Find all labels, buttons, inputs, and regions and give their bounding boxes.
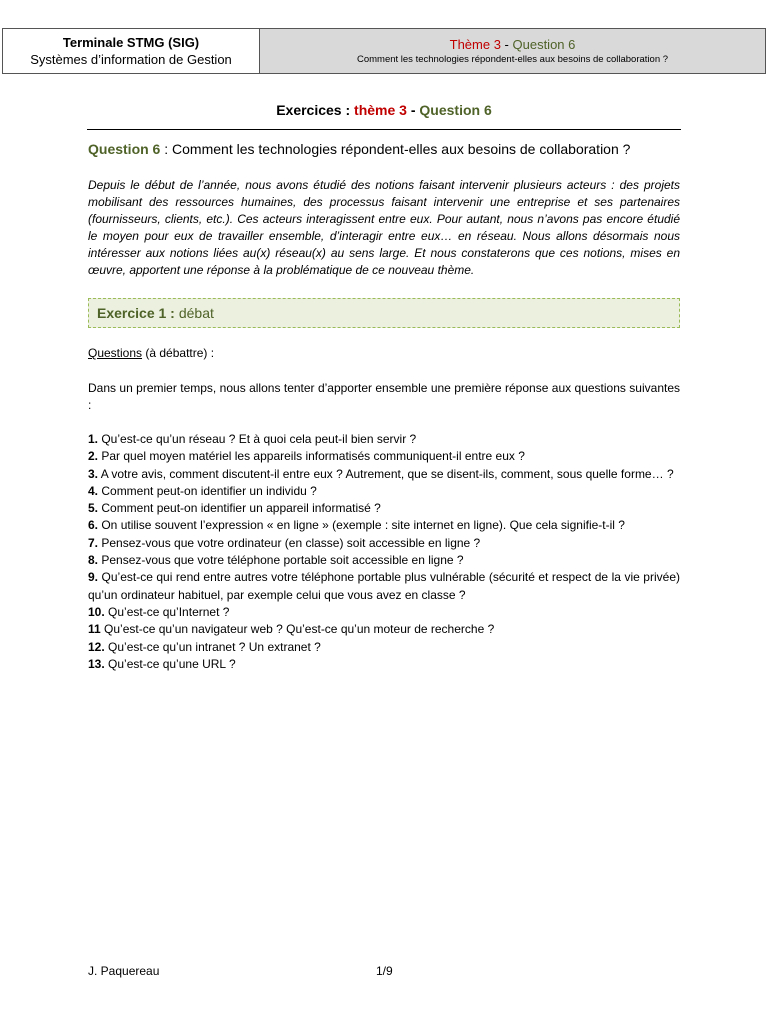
question-item-text: Qu’est-ce qu’un réseau ? Et à quoi cela peut-il bien servir ? — [98, 432, 417, 446]
question-item — [88, 500, 680, 517]
question-number: 9. — [88, 570, 99, 585]
question-colon: : — [160, 141, 173, 157]
question-number: 5. — [88, 501, 99, 516]
header-theme-line — [260, 36, 765, 53]
question-item — [88, 483, 680, 500]
question-item — [88, 431, 680, 448]
question-item-text: Qu’est-ce qu’un intranet ? Un extranet ? — [104, 639, 321, 654]
questions-heading-rest: (à débattre) : — [142, 346, 215, 360]
title-question: Question 6 — [419, 102, 492, 118]
question-number: 12. — [88, 639, 105, 654]
question-item — [88, 448, 680, 465]
page-title — [0, 102, 768, 118]
lead-paragraph: Dans un premier temps, nous allons tenter d’apporter ensemble une première réponse aux questions suivantes : — [88, 381, 680, 412]
question-number: 7. — [88, 535, 99, 550]
exercise-label: Exercice 1 : — [97, 305, 175, 321]
question-number: 1. — [88, 432, 99, 446]
header-question-label: Question 6 — [512, 37, 576, 52]
question-item — [88, 517, 680, 534]
question-item — [88, 656, 680, 673]
title-theme: thème 3 — [354, 102, 407, 118]
question-list — [88, 431, 680, 673]
header-theme-label: Thème 3 — [449, 37, 501, 52]
intro-paragraph: Depuis le début de l’année, nous avons étudié des notions faisant intervenir plusieurs acteurs : des projets mobilisant des ressources humaines, des processus faisant intervenir une entreprise et ses partenaires (fournisseurs, clients, etc.). Ces acteurs interagissent entre eux. Pour autant, nous n’avons pas encore étudié le moyen pour eux de travailler ensemble, d’interagir entre eux… en réseau. Nous allons désormais nous intéresser aux notions liées au(x) réseau(x) au sens large. Et nous constaterons que ces notions, mises en œuvre, apportent une réponse à la problématique de ce nouveau thème. — [88, 178, 680, 277]
question-item-text: Qu’est-ce qu’une URL ? — [104, 656, 236, 671]
question-number: 8. — [88, 553, 99, 568]
header-course-cell — [3, 29, 260, 73]
questions-heading — [88, 345, 214, 362]
question-item — [88, 535, 680, 552]
question-item — [88, 569, 680, 604]
question-item-text: Qu’est-ce qu’un navigateur web ? Qu’est-ce qu’un moteur de recherche ? — [100, 622, 495, 637]
question-item-text: Comment peut-on identifier un individu ? — [98, 483, 317, 498]
question-item-text: Pensez-vous que votre téléphone portable soit accessible en ligne ? — [98, 553, 464, 568]
exercise-heading-box — [88, 298, 680, 328]
question-item — [88, 621, 680, 638]
header-separator: - — [500, 37, 513, 52]
question-number: 10. — [88, 604, 105, 619]
question-item-text: Qu’est-ce qu’Internet ? — [104, 604, 230, 619]
question-item-text: A votre avis, comment discutent-il entre eux ? Autrement, que se disent-ils, comment, sous quelle forme… ? — [98, 466, 674, 481]
exercise-name: débat — [178, 305, 214, 321]
question-item-text: Comment peut-on identifier un appareil informatisé ? — [98, 501, 381, 516]
questions-heading-underlined: Questions — [88, 346, 143, 360]
question-item-text: Par quel moyen matériel les appareils informatisés communiquent-il entre eux ? — [98, 449, 525, 464]
header-subject: Systèmes d’information de Gestion — [30, 52, 232, 67]
question-heading — [88, 141, 688, 157]
question-item — [88, 552, 680, 569]
footer-author: J. Paquereau — [88, 964, 160, 978]
question-item — [88, 466, 680, 483]
question-text: Comment les technologies répondent-elles aux besoins de collaboration ? — [172, 141, 631, 157]
question-label: Question 6 — [88, 141, 161, 157]
title-prefix: Exercices : — [276, 102, 355, 118]
question-item — [88, 639, 680, 656]
title-divider — [87, 129, 681, 130]
question-number: 4. — [88, 483, 99, 498]
document-header — [2, 28, 766, 74]
question-item-text: Pensez-vous que votre ordinateur (en classe) soit accessible en ligne ? — [98, 535, 481, 550]
title-separator: - — [406, 102, 420, 118]
question-number: 13. — [88, 656, 105, 671]
question-item-text: On utilise souvent l’expression « en ligne » (exemple : site internet en ligne). Que cela signifie-t-il ? — [98, 518, 625, 533]
question-number: 11 — [88, 622, 101, 637]
question-number: 2. — [88, 449, 99, 464]
question-number: 3. — [88, 466, 99, 481]
question-item-text: Qu’est-ce qui rend entre autres votre téléphone portable plus vulnérable (sécurité et respect de la vie privée) qu’un ordinateur habituel, par exemple celui que vous avez en classe ? — [88, 570, 680, 602]
header-question-text: Comment les technologies répondent-elles aux besoins de collaboration ? — [356, 54, 669, 65]
question-item — [88, 604, 680, 621]
footer-page-number: 1/9 — [376, 964, 393, 978]
question-number: 6. — [88, 518, 99, 533]
header-course: Terminale STMG (SIG) — [62, 35, 200, 50]
header-theme-cell — [260, 29, 765, 73]
